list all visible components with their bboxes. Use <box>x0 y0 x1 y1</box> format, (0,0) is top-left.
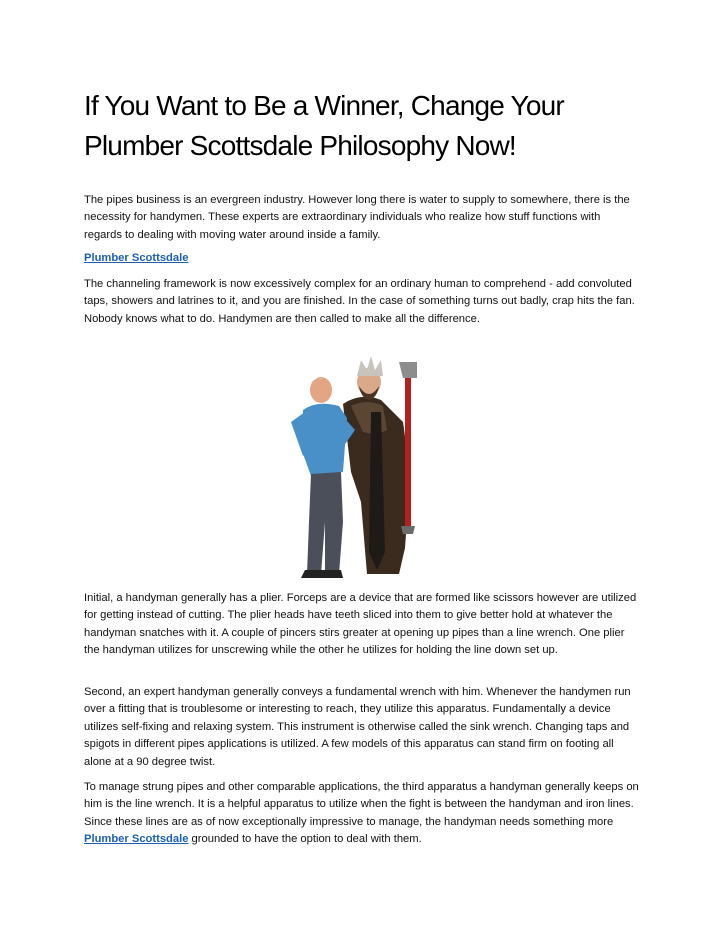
paragraph-intro: The pipes business is an evergreen industry. However long there is water to supply to somewhere, there is the necessity for handymen. These experts are extraordinary individuals who realize how stuff functions with regards to dealing with moving water around inside a family. <box>84 194 630 241</box>
page-title <box>84 86 644 166</box>
plumber-scottsdale-inline-link[interactable]: Plumber Scottsdale <box>84 833 189 846</box>
title-line-1: If You Want to Be a Winner, Change Your <box>84 90 564 121</box>
paragraph-line-wrench-text: To manage strung pipes and other comparable applications, the third apparatus a handyman generally keeps on him is the line wrench. It is a helpful apparatus to utilize when the fight is between the handyman and iron lines. Since these lines are as of now exceptionally impressive to manage, the handyman needs something more <box>84 781 639 828</box>
link-paragraph <box>84 250 640 267</box>
paragraph-framework: The channeling framework is now excessively complex for an ordinary human to comprehend - add convoluted taps, showers and latrines to it, and you are finished. In the case of something turns out badly, crap hits the fan. Nobody knows what to do. Handymen are then called to make all the difference. <box>84 278 635 325</box>
plumbers-illustration <box>281 352 441 578</box>
paragraph-line-wrench <box>84 779 640 849</box>
paragraph-line-wrench-end: grounded to have the option to deal with them. <box>188 833 422 846</box>
plumber-scottsdale-link[interactable]: Plumber Scottsdale <box>84 252 189 264</box>
plumbers-photo <box>281 352 441 578</box>
paragraph-wrench: Second, an expert handyman generally conveys a fundamental wrench with him. Whenever the handymen run over a fitting that is troublesome or interesting to reach, they utilize this apparatus. Fundamentally a device utilizes self-fixing and relaxing system. This instrument is otherwise called the sink wrench. Changing taps and spigots in different pipes applications is utilized. A few models of this apparatus can stand firm on footing all alone at a 90 degree twist. <box>84 686 631 768</box>
paragraph-plier: Initial, a handyman generally has a plier. Forceps are a device that are formed like scissors however are utilized for getting instead of cutting. The plier heads have teeth sliced into them to give better hold at whatever the handyman snatches with it. A couple of pincers stirs greater at opening up pipes than a line wrench. One plier the handyman utilizes for unscrewing while the other he utilizes for holding the line down set up. <box>84 592 637 657</box>
title-line-2: Plumber Scottsdale Philosophy Now! <box>84 130 516 161</box>
